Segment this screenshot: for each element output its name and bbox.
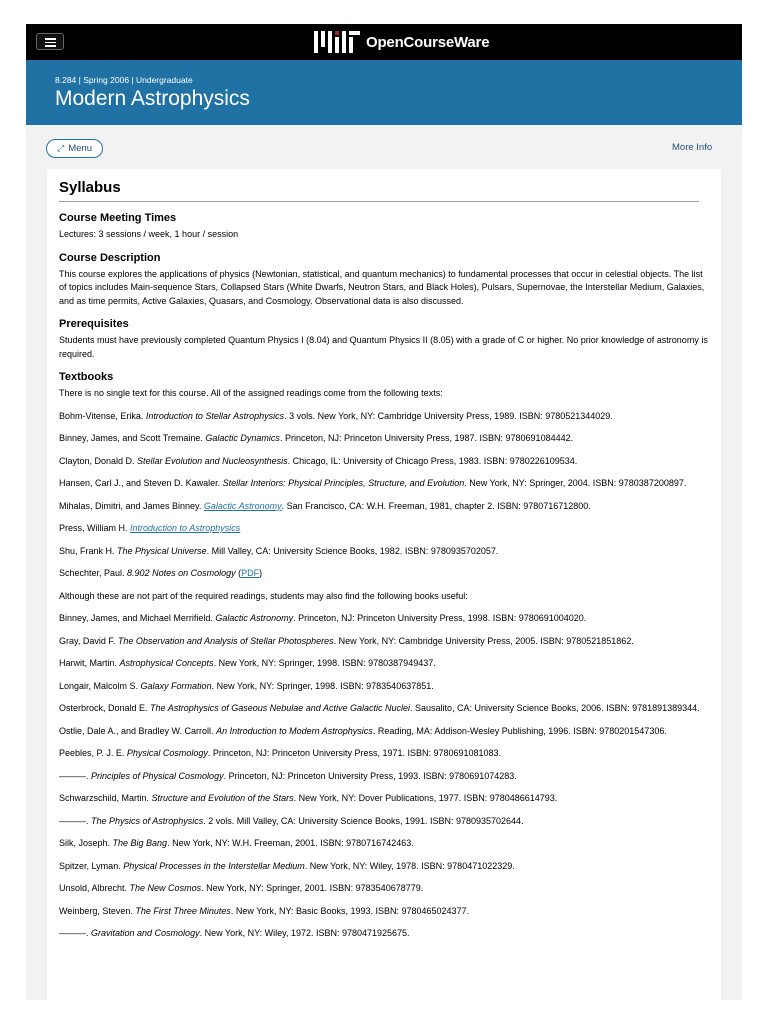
book-title: Galaxy Formation: [140, 680, 212, 691]
book-details: . New York, NY: Cambridge University Press, 2005. ISBN: 9780521851862.: [333, 635, 634, 646]
prerequisites-text: Students must have previously completed Quantum Physics I (8.04) and Quantum Physics II (8.05) with a grade of C or higher. No prior knowledge of astronomy is required.: [59, 335, 708, 359]
book-author: Peebles, P. J. E.: [59, 748, 127, 758]
book-citation: [59, 545, 709, 559]
book-citation: [59, 477, 709, 491]
textbooks-heading: Textbooks: [59, 371, 114, 383]
book-citation: [59, 882, 709, 896]
book-author: Schechter, Paul.: [59, 568, 128, 578]
book-citation: [59, 747, 709, 761]
expand-arrows-icon: ⤢: [57, 143, 65, 153]
book-author: Unsold, Albrecht.: [59, 883, 130, 893]
book-details: . New York, NY: Springer, 1998. ISBN: 9783540637851.: [211, 680, 434, 691]
book-author: ———.: [59, 815, 92, 826]
book-title-link[interactable]: Galactic Astronomy: [203, 500, 282, 511]
page-title: Syllabus: [59, 179, 699, 202]
course-title[interactable]: Modern Astrophysics: [55, 87, 250, 110]
useful-books-intro: Although these are not part of the required readings, students may also find the following books useful:: [59, 590, 468, 601]
useful-books-list: [59, 612, 709, 941]
book-author: Silk, Joseph.: [59, 838, 113, 848]
book-author: ———.: [59, 928, 92, 938]
book-details: (: [235, 568, 242, 578]
book-details: . Princeton, NJ: Princeton University Press, 1993. ISBN: 9780691074283.: [223, 770, 517, 781]
book-title: The Observation and Analysis of Stellar Photospheres: [117, 635, 334, 646]
more-info-link[interactable]: More Info: [672, 142, 713, 153]
book-details: . Princeton, NJ: Princeton University Press, 1971. ISBN: 9780691081083.: [207, 748, 502, 758]
book-author: Spitzer, Lyman.: [59, 860, 124, 871]
book-author: Shu, Frank H.: [59, 545, 118, 556]
book-details: . Sausalito, CA: University Science Books, 2006. ISBN: 9781891389344.: [410, 703, 700, 713]
book-author: Binney, James, and Scott Tremaine.: [59, 433, 206, 443]
book-details: . New York, NY: Wiley, 1972. ISBN: 9780471925675.: [199, 928, 410, 938]
required-books-list: [59, 410, 709, 581]
book-details: . Reading, MA: Addison-Wesley Publishing, 1996. ISBN: 9780201547306.: [372, 725, 667, 736]
book-author: Harwit, Martin.: [59, 658, 120, 668]
book-author: ———.: [59, 770, 92, 781]
book-citation: [59, 725, 709, 739]
book-citation: [59, 702, 709, 716]
book-citation: [59, 612, 709, 626]
book-title: Galactic Astronomy: [215, 613, 294, 623]
book-citation: [59, 815, 709, 829]
book-author: Weinberg, Steven.: [59, 905, 136, 916]
logo-text: OpenCourseWare: [366, 33, 490, 51]
meeting-times-text: Lectures: 3 sessions / week, 1 hour / session: [59, 229, 239, 239]
book-author: Mihalas, Dimitri, and James Binney.: [59, 500, 204, 511]
book-citation: [59, 500, 709, 514]
book-citation: [59, 837, 709, 851]
book-title: Stellar Interiors: Physical Principles, Structure, and Evolution: [222, 478, 465, 488]
course-description-heading: Course Description: [59, 251, 161, 264]
book-citation: [59, 455, 709, 469]
meeting-times-heading: Course Meeting Times: [59, 212, 177, 224]
book-title: 8.902 Notes on Cosmology: [127, 568, 236, 578]
book-author: Clayton, Donald D.: [59, 455, 138, 466]
book-title-link[interactable]: Introduction to Astrophysics: [130, 523, 241, 533]
ocw-logo[interactable]: [314, 30, 489, 54]
menu-button[interactable]: [46, 139, 103, 158]
hamburger-menu-icon[interactable]: [36, 33, 64, 50]
course-meta: 8.284 | Spring 2006 | Undergraduate: [55, 75, 193, 85]
top-navbar: [26, 24, 742, 60]
book-author: Binney, James, and Michael Merrifield.: [59, 613, 216, 623]
book-details: . New York, NY: Dover Publications, 1977. ISBN: 9780486614793.: [293, 793, 558, 803]
book-details: . New York, NY: Springer, 1998. ISBN: 9780387949437.: [213, 658, 436, 668]
book-details: . New York, NY: Basic Books, 1993. ISBN: 9780465024377.: [230, 905, 470, 916]
book-details: . New York, NY: Springer, 2004. ISBN: 9780387200897.: [464, 478, 687, 488]
book-title: Structure and Evolution of the Stars: [151, 793, 294, 803]
book-author: Gray, David F.: [59, 635, 118, 646]
book-citation: [59, 657, 709, 671]
book-details-end: ): [259, 568, 263, 578]
book-details: . New York, NY: W.H. Freeman, 2001. ISBN: 9780716742463.: [167, 838, 414, 848]
book-citation: [59, 927, 709, 941]
book-title: An Introduction to Modern Astrophysics: [216, 725, 373, 736]
book-title: Galactic Dynamics: [205, 433, 280, 443]
book-details: . New York, NY: Wiley, 1978. ISBN: 9780471022329.: [304, 860, 515, 871]
book-author: Press, William H.: [59, 523, 131, 533]
course-banner: [26, 60, 742, 125]
book-title: Stellar Evolution and Nucleosynthesis: [137, 455, 288, 466]
book-details: . Princeton, NJ: Princeton University Press, 1987. ISBN: 9780691084442.: [279, 433, 574, 443]
page-frame: [26, 24, 742, 1000]
book-author: Hansen, Carl J., and Steven D. Kawaler.: [59, 478, 223, 488]
book-citation: [59, 860, 709, 874]
book-title: The Astrophysics of Gaseous Nebulae and Active Galactic Nuclei: [150, 703, 411, 713]
book-details: . San Francisco, CA: W.H. Freeman, 1981, chapter 2. ISBN: 9780716712800.: [281, 500, 591, 511]
book-citation: [59, 792, 709, 806]
book-author: Longair, Malcolm S.: [59, 680, 141, 691]
book-citation: [59, 522, 709, 536]
book-author: Osterbrock, Donald E.: [59, 703, 151, 713]
book-details: . 2 vols. Mill Valley, CA: University Science Books, 1991. ISBN: 9780935702644.: [203, 815, 524, 826]
book-citation: [59, 680, 709, 694]
book-title: The Physical Universe: [117, 545, 207, 556]
book-title: Principles of Physical Cosmology: [91, 770, 224, 781]
book-details: . Chicago, IL: University of Chicago Press, 1983. ISBN: 9780226109534.: [287, 455, 578, 466]
syllabus-content: [47, 169, 721, 1000]
book-citation: [59, 432, 709, 446]
book-citation: [59, 770, 709, 784]
book-title: Introduction to Stellar Astrophysics: [145, 410, 285, 421]
course-description-text: This course explores the applications of physics (Newtonian, statistical, and quantum mechanics) to fundamental processes that occur in celestial objects. The list of topics includes Main-sequence Stars, Collapsed Stars (White Dwarfs, Neutron Stars, and Black Holes), Pulsars, Supernovae, the Interstellar Medium, Galaxies, and as time permits, Active Galaxies, Quasars, and Cosmology. Observational data is also discussed.: [59, 268, 705, 306]
book-title: Astrophysical Concepts: [119, 658, 214, 668]
book-details: . Mill Valley, CA: University Science Books, 1982. ISBN: 9780935702057.: [206, 545, 499, 556]
mit-logo-icon: [314, 31, 360, 53]
book-title: The Physics of Astrophysics: [91, 815, 204, 826]
book-title: Gravitation and Cosmology: [91, 928, 200, 938]
book-citation: [59, 567, 709, 581]
book-author: Ostlie, Dale A., and Bradley W. Carroll.: [59, 725, 217, 736]
book-citation: [59, 905, 709, 919]
book-author: Bohm-Vitense, Erika.: [59, 410, 146, 421]
book-title: The Big Bang: [112, 838, 168, 848]
book-title: Physical Cosmology: [126, 748, 208, 758]
book-details: . New York, NY: Springer, 2001. ISBN: 9783540678779.: [201, 883, 424, 893]
book-author: Schwarzschild, Martin.: [59, 793, 152, 803]
book-title: The First Three Minutes: [135, 905, 231, 916]
textbooks-intro: There is no single text for this course. All of the assigned readings come from the following texts:: [59, 388, 443, 398]
book-details: . 3 vols. New York, NY: Cambridge University Press, 1989. ISBN: 9780521344029.: [284, 410, 613, 421]
book-title: Physical Processes in the Interstellar Medium: [123, 860, 305, 871]
book-details: . Princeton, NJ: Princeton University Press, 1998. ISBN: 9780691004020.: [293, 613, 587, 623]
pdf-link[interactable]: PDF: [241, 568, 260, 578]
book-citation: [59, 635, 709, 649]
menu-button-label: Menu: [68, 143, 92, 154]
book-title: The New Cosmos: [129, 883, 202, 893]
book-citation: [59, 410, 709, 424]
prerequisites-heading: Prerequisites: [59, 318, 129, 330]
